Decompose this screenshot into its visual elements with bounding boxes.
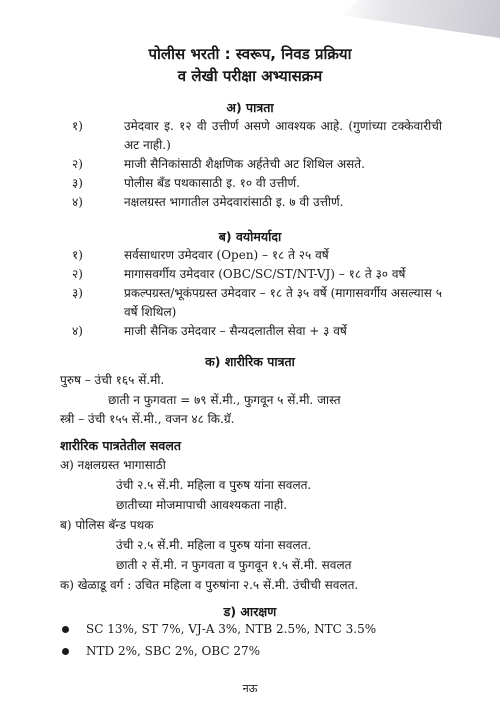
page-title-line-1: पोलीस भरती : स्वरूप, निवड प्रक्रिया [148, 45, 352, 63]
page-corner-shade [340, 0, 500, 38]
item-text: प्रकल्पग्रस्त/भूकंपग्रस्त उमेदवार – १८ ते ३५ वर्षे (मागासवर्गीय असल्यास ५ वर्षे शिथिल) [124, 286, 442, 319]
band-label: ब) पोलिस बॅन्ड पथक [60, 518, 154, 532]
item-text: सर्वसाधारण उमेदवार (Open) – १८ ते २५ वर्षे [124, 248, 329, 262]
bullet-icon [62, 648, 69, 655]
item-text: माजी सैनिक उमेदवार – सैन्यदलातील सेवा + ३ वर्षे [124, 324, 347, 338]
male-height: पुरुष – उंची १६५ सें.मी. [60, 373, 165, 387]
naxal-height: उंची २.५ सें.मी. महिला व पुरुष यांना सवलत. [116, 478, 312, 492]
page-number: नऊ [242, 682, 258, 695]
section-heading-reservation: ड) आरक्षण [223, 604, 277, 619]
item-text: मागासवर्गीय उमेदवार (OBC/SC/ST/NT-VJ) – १८ ते ३० वर्षे [124, 267, 406, 281]
item-number: २) [72, 267, 83, 281]
section-heading-eligibility: अ) पात्रता [226, 100, 274, 115]
item-text: माजी सैनिकांसाठी शैक्षणिक अर्हतेची अट शिथिल असते. [124, 157, 365, 171]
eligibility-item [72, 117, 442, 155]
item-number: २) [72, 157, 83, 171]
band-height: उंची २.५ सें.मी. महिला व पुरुष यांना सवलत. [116, 538, 312, 552]
item-number: ३) [72, 176, 83, 190]
item-number: ३) [72, 286, 83, 300]
female-requirement: स्त्री – उंची १५५ सें.मी., वजन ४८ कि.ग्रॅ. [60, 412, 235, 426]
section-heading-physical: क) शारीरिक पात्रता [205, 354, 295, 369]
item-number: ४) [72, 195, 83, 209]
naxal-chest: छातीच्या मोजमापाची आवश्यकता नाही. [116, 498, 288, 512]
item-text: उमेदवार इ. १२ वी उत्तीर्ण असणे आवश्यक आहे. (गुणांच्या टक्केवारीची अट नाही.) [124, 119, 442, 152]
bullet-icon [62, 626, 69, 633]
male-chest: छाती न फुगवता = ७९ सें.मी., फुगवून ५ सें.मी. जास्त [108, 393, 341, 407]
naxal-label: अ) नक्षलग्रस्त भागासाठी [60, 458, 166, 472]
relaxation-heading: शारीरिक पात्रतेतील सवलत [60, 438, 181, 453]
item-text: नक्षलग्रस्त भागातील उमेदवारांसाठी इ. ७ वी उत्तीर्ण. [124, 195, 344, 209]
item-number: १) [72, 119, 83, 133]
page-title-line-2: व लेखी परीक्षा अभ्यासक्रम [177, 67, 323, 85]
reservation-line: NTD 2%, SBC 2%, OBC 27% [86, 644, 261, 658]
item-number: ४) [72, 324, 83, 338]
sports-relaxation: क) खेळाडू वर्ग : उचित महिला व पुरुषांना २.५ सें.मी. उंचीची सवलत. [60, 578, 359, 592]
item-number: १) [72, 248, 83, 262]
reservation-line: SC 13%, ST 7%, VJ-A 3%, NTB 2.5%, NTC 3.5% [86, 622, 377, 636]
section-heading-age: ब) वयोमर्यादा [218, 229, 282, 244]
band-chest: छाती २ सें.मी. न फुगवता व फुगवून १.५ सें.मी. सवलत [116, 558, 352, 572]
item-text: पोलीस बँड पथकासाठी इ. १० वी उत्तीर्ण. [124, 176, 300, 190]
age-item [72, 284, 442, 322]
